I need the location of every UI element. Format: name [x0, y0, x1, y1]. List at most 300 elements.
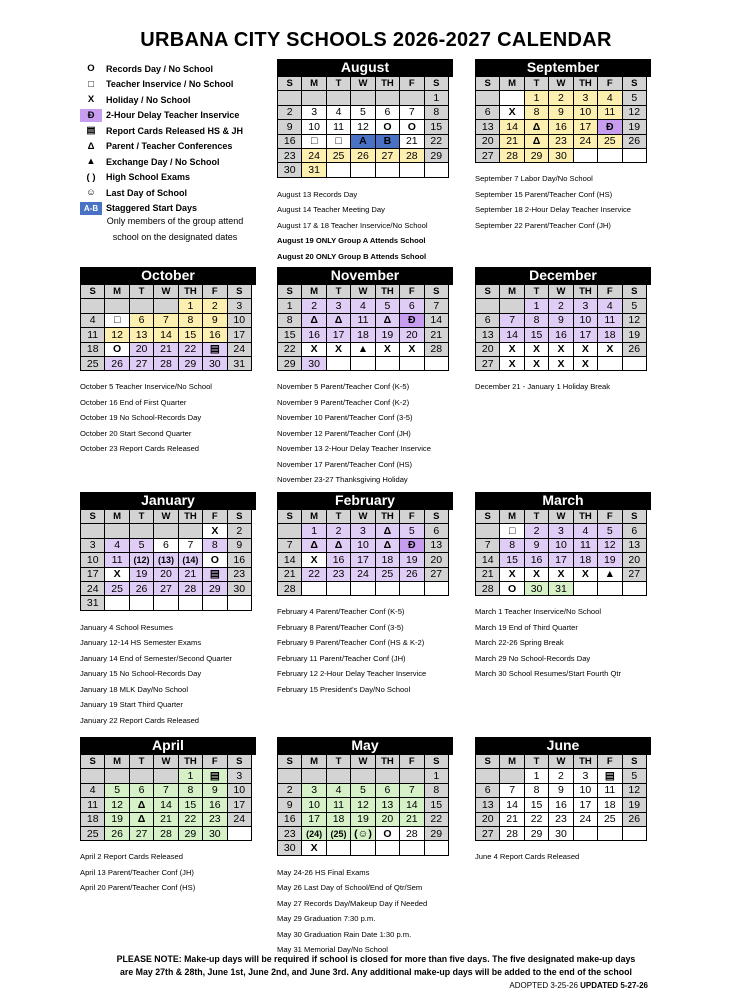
legend-symbol-icon: Đ: [80, 109, 102, 122]
event-note: January 18 MLK Day/No School: [80, 684, 189, 694]
day-cell: [130, 596, 154, 610]
day-cell: 9: [203, 784, 227, 798]
day-cell: 6: [130, 784, 154, 798]
month-august: [277, 59, 453, 178]
day-cell: 20: [154, 568, 178, 582]
day-cell: 29: [278, 357, 302, 371]
day-cell: 7: [500, 314, 524, 328]
day-cell: 11: [598, 784, 622, 798]
day-cell: 21: [278, 568, 302, 582]
weekday-header: W: [549, 755, 573, 769]
month-days-grid: [80, 754, 256, 841]
event-note: February 8 Parent/Teacher Conf (3-5): [277, 622, 404, 632]
weekday-header: S: [278, 285, 302, 299]
event-note: January 4 School Resumes: [80, 622, 173, 632]
day-cell: 14: [476, 553, 500, 567]
day-cell: [327, 769, 351, 783]
day-cell: 13: [476, 798, 500, 812]
day-cell: 8: [425, 784, 449, 798]
day-cell: 24: [302, 149, 326, 163]
day-cell: 26: [623, 135, 647, 149]
day-cell: [376, 769, 400, 783]
day-cell: 23: [549, 813, 573, 827]
day-cell: B: [376, 135, 400, 149]
event-note: January 15 No School-Records Day: [80, 669, 202, 679]
month-title: June: [475, 737, 651, 754]
day-cell: 29: [525, 149, 549, 163]
weekday-header: S: [278, 77, 302, 91]
month-january: [80, 492, 256, 611]
day-cell: [203, 596, 227, 610]
legend-item: [80, 61, 213, 76]
weekday-header: S: [623, 285, 647, 299]
day-cell: 30: [549, 149, 573, 163]
day-cell: [623, 582, 647, 596]
day-cell: [598, 582, 622, 596]
day-cell: 10: [549, 539, 573, 553]
event-note: September 22 Parent/Teacher Conf (JH): [475, 220, 611, 230]
day-cell: 2: [203, 299, 227, 313]
day-cell: 26: [105, 357, 129, 371]
month-notes: [277, 604, 426, 697]
day-cell: Đ: [400, 539, 424, 553]
day-cell: 9: [278, 798, 302, 812]
day-cell: 20: [476, 813, 500, 827]
event-note: October 5 Teacher Inservice/No School: [80, 382, 212, 392]
day-cell: 27: [425, 568, 449, 582]
day-cell: [351, 769, 375, 783]
day-cell: 5: [351, 106, 375, 120]
day-cell: X: [574, 343, 598, 357]
day-cell: 20: [476, 343, 500, 357]
weekday-header: T: [130, 285, 154, 299]
day-cell: 15: [425, 120, 449, 134]
day-cell: 13: [623, 539, 647, 553]
legend-label: High School Exams: [106, 172, 191, 182]
day-cell: 29: [425, 827, 449, 841]
event-note: May 31 Memorial Day/No School: [277, 945, 388, 955]
weekday-header: F: [203, 285, 227, 299]
day-cell: 28: [278, 582, 302, 596]
day-cell: 27: [476, 149, 500, 163]
day-cell: 3: [574, 769, 598, 783]
day-cell: 22: [179, 343, 203, 357]
day-cell: 27: [154, 582, 178, 596]
day-cell: 11: [105, 553, 129, 567]
event-note: May 30 Graduation Rain Date 1:30 p.m.: [277, 929, 412, 939]
day-cell: 11: [81, 798, 105, 812]
day-cell: 29: [425, 149, 449, 163]
day-cell: 29: [179, 357, 203, 371]
day-cell: 29: [525, 827, 549, 841]
day-cell: [376, 163, 400, 177]
day-cell: 21: [154, 343, 178, 357]
weekday-header: T: [327, 510, 351, 524]
weekday-header: TH: [376, 510, 400, 524]
day-cell: 15: [179, 798, 203, 812]
day-cell: [154, 769, 178, 783]
day-cell: 6: [130, 314, 154, 328]
day-cell: 19: [130, 568, 154, 582]
month-may: [277, 737, 453, 856]
day-cell: 7: [154, 784, 178, 798]
day-cell: 11: [574, 539, 598, 553]
day-cell: [302, 769, 326, 783]
day-cell: 30: [302, 357, 326, 371]
day-cell: 10: [302, 120, 326, 134]
weekday-header: S: [81, 510, 105, 524]
day-cell: [327, 163, 351, 177]
day-cell: [179, 596, 203, 610]
month-april: [80, 737, 256, 841]
day-cell: [278, 769, 302, 783]
day-cell: 26: [623, 343, 647, 357]
day-cell: 27: [623, 568, 647, 582]
day-cell: 13: [476, 328, 500, 342]
day-cell: 17: [574, 798, 598, 812]
weekday-header: TH: [179, 285, 203, 299]
day-cell: 24: [228, 343, 252, 357]
day-cell: 7: [476, 539, 500, 553]
day-cell: 22: [425, 813, 449, 827]
day-cell: 1: [525, 299, 549, 313]
month-june: [475, 737, 651, 841]
day-cell: [327, 91, 351, 105]
day-cell: 10: [574, 106, 598, 120]
day-cell: [327, 357, 351, 371]
day-cell: 19: [105, 813, 129, 827]
day-cell: 28: [425, 343, 449, 357]
event-note: February 15 President's Day/No School: [277, 684, 411, 694]
day-cell: 16: [203, 328, 227, 342]
day-cell: [376, 582, 400, 596]
day-cell: 18: [327, 813, 351, 827]
day-cell: 25: [81, 357, 105, 371]
legend-symbol-icon: □: [88, 78, 94, 90]
day-cell: 2: [549, 299, 573, 313]
day-cell: 13: [376, 798, 400, 812]
day-cell: 1: [525, 91, 549, 105]
day-cell: [351, 91, 375, 105]
event-note: August 14 Teacher Meeting Day: [277, 205, 385, 215]
day-cell: 6: [154, 539, 178, 553]
day-cell: [81, 769, 105, 783]
day-cell: (13): [154, 553, 178, 567]
day-cell: [351, 841, 375, 855]
weekday-header: S: [623, 510, 647, 524]
day-cell: □: [500, 524, 524, 538]
day-cell: 28: [500, 827, 524, 841]
day-cell: Δ: [130, 813, 154, 827]
day-cell: 2: [525, 524, 549, 538]
month-title: December: [475, 267, 651, 284]
day-cell: 21: [500, 135, 524, 149]
event-note: April 20 Parent/Teacher Conf (HS): [80, 883, 196, 893]
legend-label: Teacher Inservice / No School: [106, 79, 234, 89]
day-cell: X: [549, 568, 573, 582]
day-cell: 2: [228, 524, 252, 538]
day-cell: 20: [130, 343, 154, 357]
event-note: March 30 School Resumes/Start Fourth Qtr: [475, 669, 622, 679]
month-days-grid: [80, 284, 256, 371]
day-cell: [302, 91, 326, 105]
day-cell: 13: [130, 328, 154, 342]
day-cell: [400, 769, 424, 783]
weekday-header: W: [154, 755, 178, 769]
day-cell: Δ: [376, 524, 400, 538]
day-cell: X: [598, 343, 622, 357]
event-note: January 22 Report Cards Released: [80, 715, 200, 725]
day-cell: O: [376, 120, 400, 134]
day-cell: X: [500, 568, 524, 582]
day-cell: X: [549, 357, 573, 371]
day-cell: [623, 357, 647, 371]
month-title: January: [80, 492, 256, 509]
day-cell: 14: [500, 328, 524, 342]
day-cell: 4: [327, 784, 351, 798]
updated-date: UPDATED 5-27-26: [580, 981, 648, 990]
weekday-header: W: [549, 77, 573, 91]
day-cell: 3: [351, 524, 375, 538]
event-note: January 19 Start Third Quarter: [80, 700, 183, 710]
day-cell: 10: [351, 539, 375, 553]
day-cell: [154, 299, 178, 313]
day-cell: 25: [598, 813, 622, 827]
legend-item: [80, 77, 233, 92]
day-cell: 17: [574, 328, 598, 342]
day-cell: 16: [549, 798, 573, 812]
day-cell: 26: [351, 149, 375, 163]
day-cell: [476, 769, 500, 783]
day-cell: 26: [105, 827, 129, 841]
day-cell: 16: [525, 553, 549, 567]
event-note: November 5 Parent/Teacher Conf (K-5): [277, 382, 410, 392]
day-cell: 8: [179, 314, 203, 328]
day-cell: 11: [598, 314, 622, 328]
legend-note: school on the designated dates: [112, 232, 238, 242]
footer-line-1: PLEASE NOTE: Make-up days will be required if school is closed for more than five days. The five designated make-up days: [116, 954, 636, 964]
event-note: March 29 No School-Records Day: [475, 653, 591, 663]
legend-label: Parent / Teacher Conferences: [106, 141, 233, 151]
day-cell: 16: [302, 328, 326, 342]
day-cell: 14: [425, 314, 449, 328]
day-cell: 30: [203, 827, 227, 841]
day-cell: 29: [179, 827, 203, 841]
day-cell: 31: [302, 163, 326, 177]
day-cell: 23: [327, 568, 351, 582]
day-cell: [400, 357, 424, 371]
day-cell: [105, 299, 129, 313]
day-cell: O: [203, 553, 227, 567]
day-cell: (25): [327, 827, 351, 841]
day-cell: 6: [476, 314, 500, 328]
footer-note: [0, 953, 752, 979]
day-cell: 24: [574, 813, 598, 827]
weekday-header: S: [623, 77, 647, 91]
event-note: May 29 Graduation 7:30 p.m.: [277, 914, 376, 924]
day-cell: 25: [376, 568, 400, 582]
day-cell: 3: [302, 106, 326, 120]
day-cell: 19: [400, 553, 424, 567]
legend-item: [80, 201, 197, 216]
day-cell: 5: [623, 91, 647, 105]
weekday-header: T: [525, 755, 549, 769]
day-cell: [228, 596, 252, 610]
day-cell: 19: [623, 798, 647, 812]
day-cell: 5: [351, 784, 375, 798]
day-cell: 24: [351, 568, 375, 582]
day-cell: 30: [278, 841, 302, 855]
weekday-header: TH: [574, 285, 598, 299]
day-cell: [623, 149, 647, 163]
day-cell: X: [574, 568, 598, 582]
event-note: October 20 Start Second Quarter: [80, 428, 192, 438]
weekday-header: W: [154, 285, 178, 299]
weekday-header: F: [400, 77, 424, 91]
day-cell: 1: [278, 299, 302, 313]
month-notes: [475, 849, 579, 865]
day-cell: X: [203, 524, 227, 538]
event-note: April 13 Parent/Teacher Conf (JH): [80, 867, 194, 877]
day-cell: X: [525, 357, 549, 371]
day-cell: 6: [376, 106, 400, 120]
day-cell: Δ: [376, 539, 400, 553]
day-cell: 11: [327, 120, 351, 134]
adopted-stamp: [509, 981, 648, 990]
month-september: [475, 59, 651, 163]
event-note: April 2 Report Cards Released: [80, 852, 183, 862]
weekday-header: TH: [574, 77, 598, 91]
day-cell: [400, 582, 424, 596]
day-cell: 16: [203, 798, 227, 812]
weekday-header: T: [327, 755, 351, 769]
event-note: September 18 2-Hour Delay Teacher Inservice: [475, 205, 632, 215]
day-cell: 19: [351, 813, 375, 827]
day-cell: 20: [623, 553, 647, 567]
day-cell: 28: [400, 827, 424, 841]
legend-label: Records Day / No School: [106, 63, 214, 74]
weekday-header: S: [81, 755, 105, 769]
day-cell: [351, 163, 375, 177]
day-cell: 18: [598, 328, 622, 342]
legend-symbol-icon: ☺: [86, 187, 96, 198]
month-february: [277, 492, 453, 596]
month-title: October: [80, 267, 256, 284]
day-cell: 8: [525, 314, 549, 328]
day-cell: 21: [476, 568, 500, 582]
day-cell: 16: [228, 553, 252, 567]
day-cell: Δ: [302, 314, 326, 328]
day-cell: [425, 163, 449, 177]
event-note: February 12 2-Hour Delay Teacher Inservice: [277, 669, 427, 679]
day-cell: Δ: [525, 120, 549, 134]
day-cell: 10: [302, 798, 326, 812]
day-cell: ▤: [203, 769, 227, 783]
day-cell: 4: [351, 299, 375, 313]
day-cell: 9: [228, 539, 252, 553]
day-cell: X: [376, 343, 400, 357]
event-note: February 4 Parent/Teacher Conf (K-5): [277, 607, 405, 617]
weekday-header: M: [500, 510, 524, 524]
weekday-header: W: [351, 755, 375, 769]
month-march: [475, 492, 651, 596]
day-cell: 15: [278, 328, 302, 342]
weekday-header: S: [425, 77, 449, 91]
day-cell: Δ: [327, 539, 351, 553]
legend-symbol-icon: A-B: [80, 202, 102, 215]
day-cell: [623, 827, 647, 841]
day-cell: 6: [476, 784, 500, 798]
day-cell: [376, 91, 400, 105]
weekday-header: M: [302, 755, 326, 769]
month-notes: [277, 187, 428, 265]
day-cell: 9: [549, 314, 573, 328]
day-cell: [400, 163, 424, 177]
day-cell: 20: [376, 813, 400, 827]
day-cell: (24): [302, 827, 326, 841]
day-cell: 20: [476, 135, 500, 149]
legend-item: [80, 154, 220, 169]
day-cell: 3: [81, 539, 105, 553]
day-cell: 6: [425, 524, 449, 538]
day-cell: 8: [500, 539, 524, 553]
day-cell: 1: [179, 299, 203, 313]
event-note: May 26 Last Day of School/End of Qtr/Sem: [277, 883, 423, 893]
weekday-header: T: [327, 77, 351, 91]
weekday-header: T: [525, 77, 549, 91]
footer-line-2: are May 27th & 28th, June 1st, June 2nd, and June 3rd. Any additional make-up days will be added to the end of the school: [120, 967, 632, 977]
legend-item: [80, 185, 187, 200]
day-cell: 14: [278, 553, 302, 567]
day-cell: 28: [154, 357, 178, 371]
day-cell: 18: [351, 328, 375, 342]
day-cell: X: [525, 343, 549, 357]
day-cell: 3: [574, 299, 598, 313]
legend-symbol-icon: ▲: [86, 156, 96, 167]
day-cell: 28: [400, 149, 424, 163]
day-cell: 6: [623, 524, 647, 538]
day-cell: [278, 91, 302, 105]
day-cell: 17: [228, 798, 252, 812]
weekday-header: M: [500, 755, 524, 769]
weekday-header: TH: [574, 510, 598, 524]
day-cell: 4: [598, 299, 622, 313]
month-notes: [80, 620, 232, 729]
day-cell: X: [327, 343, 351, 357]
day-cell: (14): [179, 553, 203, 567]
day-cell: 18: [81, 343, 105, 357]
month-days-grid: [475, 509, 651, 596]
weekday-header: TH: [179, 510, 203, 524]
day-cell: X: [549, 343, 573, 357]
month-days-grid: [277, 284, 453, 371]
day-cell: 4: [327, 106, 351, 120]
day-cell: 3: [302, 784, 326, 798]
legend-label: 2-Hour Delay Teacher Inservice: [106, 110, 240, 120]
day-cell: [400, 841, 424, 855]
day-cell: [105, 769, 129, 783]
day-cell: [105, 596, 129, 610]
day-cell: 31: [549, 582, 573, 596]
day-cell: [81, 524, 105, 538]
day-cell: 27: [476, 357, 500, 371]
weekday-header: M: [302, 510, 326, 524]
weekday-header: F: [598, 77, 622, 91]
day-cell: 30: [278, 163, 302, 177]
day-cell: 12: [623, 106, 647, 120]
day-cell: 16: [278, 813, 302, 827]
day-cell: X: [400, 343, 424, 357]
